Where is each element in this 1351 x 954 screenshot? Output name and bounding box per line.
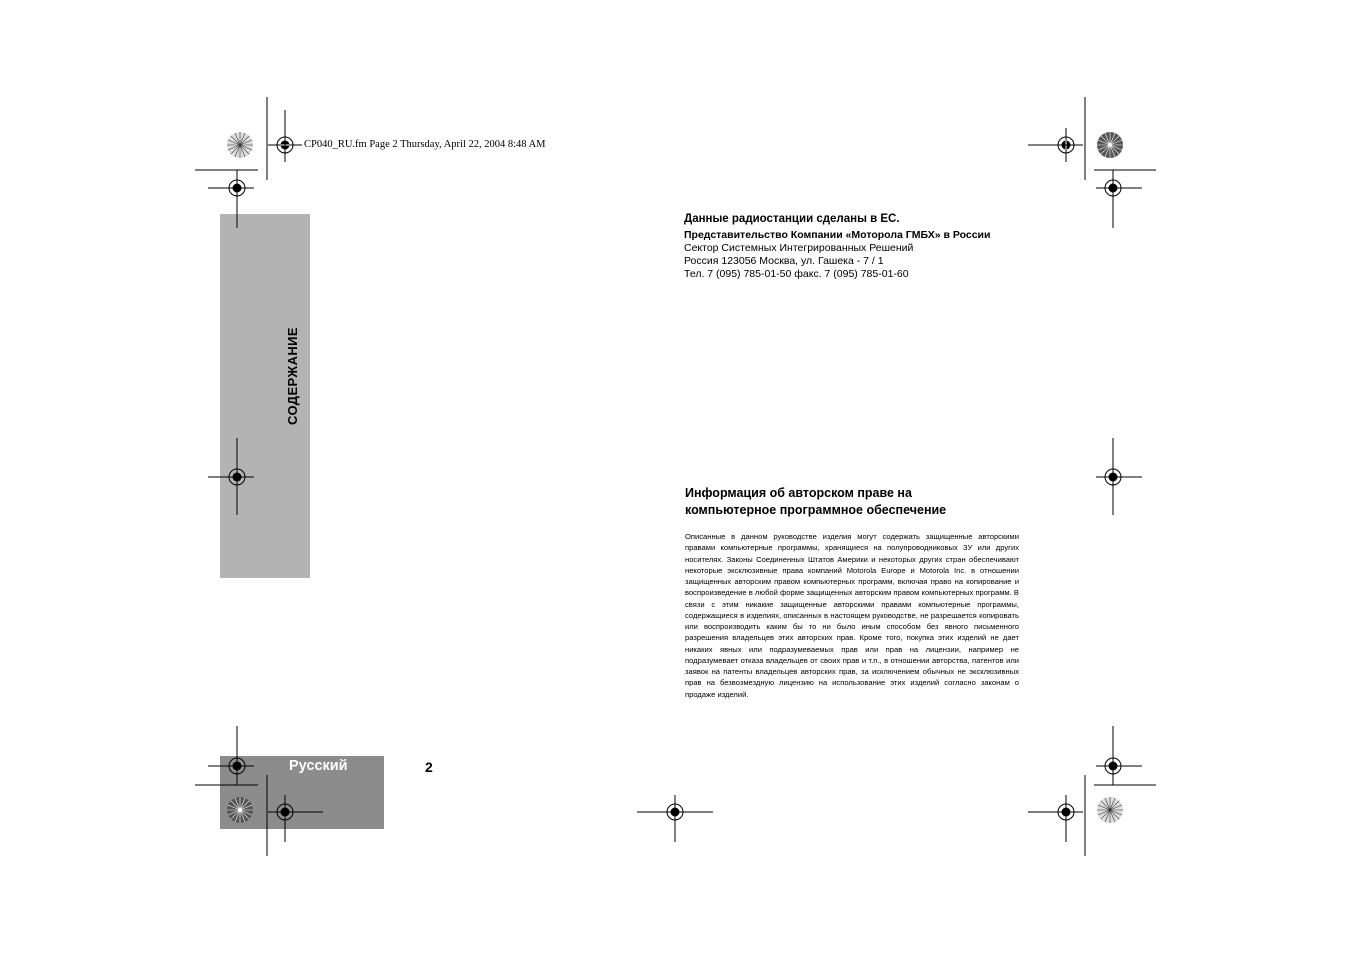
copyright-body: Описанные в данном руководстве изделия могут содержать защищенные авторскими правами компьютерные программы, хранящиеся на полупроводниковых ЗУ или других носителях. Законы Соединенных Штатов Америки и некоторых других стран обеспечивают некоторые эксклюзивные права компаний Motorola Europe и Motorola Inc. в отношении защищенных авторским правом компьютерных программ, включая право на копирование и воспроизведение в любой форме защищенных авторским правом компьютерных программ. В связи с этим никакие защищенные авторскими правами компьютерные программы, содержащиеся в изделиях, описанных в настоящем руководстве, не разрешается копировать или воспроизводить каким бы то ни было иным способом без явного письменного разрешения владельцев этих авторских прав. Кроме того, покупка этих изделий не дает никаких явных или подразумеваемых прав или прав на лицензии, например не подразумевает отказа владельцев от своих прав и т.п., в отношении авторства, патентов или заявок на патенты владельцев авторских прав, за исключением обычных не эксклюзивных прав на безвозмездную лицензию на использование этих изделий согласно законам о продаже изделий. (685, 532, 1019, 699)
copyright-title-line1: Информация об авторском праве на (685, 486, 912, 500)
color-target-mark (1097, 132, 1123, 158)
file-info-header: CP040_RU.fm Page 2 Thursday, April 22, 2004 8:48 AM (304, 139, 546, 150)
language-label: Русский (289, 758, 348, 774)
color-target-mark (227, 797, 253, 823)
representative-line: Представительство Компании «Моторола ГМБХ» в России (684, 229, 991, 241)
phone-line: Тел. 7 (095) 785-01-50 факс. 7 (095) 785-01-60 (684, 268, 909, 280)
color-target-mark (227, 132, 253, 158)
copyright-title-line2: компьютерное программное обеспечение (685, 503, 947, 517)
section-label: СОДЕРЖАНИЕ (285, 327, 300, 425)
color-target-mark (1097, 797, 1123, 823)
ec-title: Данные радиостанции сделаны в ЕС. (684, 213, 900, 225)
address-line: Сектор Систeмных Интегpиpованных Решений (684, 242, 914, 254)
page-number: 2 (425, 759, 433, 775)
address-line: Россия 123056 Москва, ул. Гашека - 7 / 1 (684, 255, 884, 267)
